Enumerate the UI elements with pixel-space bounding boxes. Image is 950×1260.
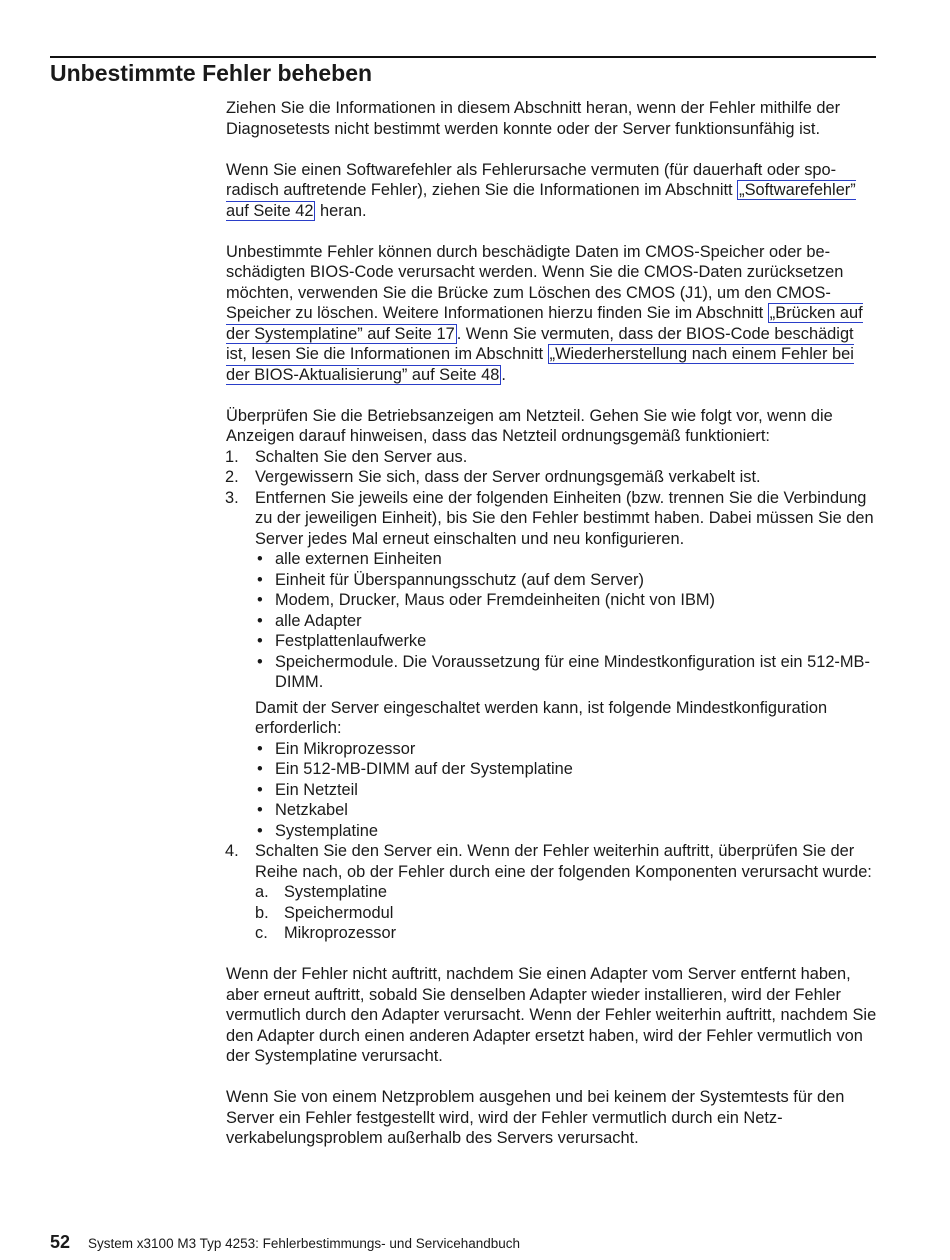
list-item: • Ein Mikroprozessor [255,739,878,760]
footer-title: System x3100 M3 Typ 4253: Fehlerbestimmungs- und Servicehandbuch [88,1236,521,1251]
adapter-paragraph: Wenn der Fehler nicht auftritt, nachdem Sie einen Adapter vom Server entfernt haben, aber erneut auftritt, sobald Sie denselben Adapter wieder installieren, wird der Fehler vermutlich durch den Adapter verursacht. Wenn der Fehler weiterhin auftritt, nachdem Sie den Adapter durch einen anderen Adapter ersetzt haben, wird der Fehler vermutlich von der Systemplatine verursacht. [226,965,877,1065]
page-number: 52 [50,1232,71,1252]
list-item: • Systemplatine [255,821,878,842]
link-software-errors[interactable]: „Softwarefehler” auf Seite 42 [226,181,856,220]
list-item: b. Speichermodul [255,903,394,922]
section-heading: Unbestimmte Fehler beheben [50,60,373,86]
min-config-list [255,739,878,842]
link-bios-recovery[interactable]: „Wiederherstellung nach einem Fehler bei der BIOS-Aktualisierung” auf Seite 48 [226,345,854,384]
step-3: 3. Entfernen Sie jeweils eine der folgenden Einheiten (bzw. trennen Sie die Verbindung zu der jeweiligen Einheit), bis Sie den Fehler bestimmt haben. Dabei müssen Sie den Server jedes Mal erneut einschalten und neu konfigurieren. • alle externen Einheiten • Einheit für Überspannungsschutz (auf dem Server) • Modem, Drucker, Maus oder Fremdeinheiten (nicht von IBM) • alle Adapter • Festplattenlaufwerke • Speichermodule. Die Voraussetzung für eine Mindestkonfiguration ist ein 512-MB-DIMM. Damit der Server eingeschaltet werden kann, ist folgende Mindestkonfiguration erforderlich: • Ein Mikroprozessor • Ein 512-MB-DIMM auf der Systemplatine • Ein Netzteil • Netzkabel • Systemplatine [226,488,878,842]
intro-paragraph: Ziehen Sie die Informationen in diesem Abschnitt heran, wenn der Fehler mithilfe der Diagnosetests nicht bestimmt werden konnte oder der Server funktionsunfähig ist. [226,99,841,138]
list-item: • Ein 512-MB-DIMM auf der Systemplatine [255,759,878,780]
software-paragraph: Wenn Sie einen Softwarefehler als Fehlerursache vermuten (für dauerhaft oder sporadisch auftretende Fehler), ziehen Sie die Informationen im Abschnitt „Softwarefehler” auf Seite 42 heran. [226,160,856,220]
list-item: • Speichermodule. Die Voraussetzung für eine Mindestkonfiguration ist ein 512-MB-DIMM. [255,652,878,693]
list-item: • Netzkabel [255,800,878,821]
devices-list [255,549,878,693]
components-list [255,882,878,944]
list-item: a. Systemplatine [255,883,387,901]
procedure-steps [226,447,878,944]
cmos-paragraph: Unbestimmte Fehler können durch beschädigte Daten im CMOS-Speicher oder beschädigten BIOS-Code verursacht werden. Wenn Sie die CMOS-Daten zurücksetzen möchten, verwenden Sie die Brücke zum Löschen des CMOS (J1), um den CMOS-Speicher zu löschen. Weitere Informationen hierzu finden Sie im Abschnitt „Brücken auf der Systemplatine” auf Seite 17 . Wenn Sie vermuten, dass der BIOS-Code beschädigt ist, lesen Sie die Informationen im Abschnitt „Wiederherstellung nach einem Fehler bei der BIOS-Aktualisierung” auf Seite 48 . [226,242,863,384]
list-item: c. Mikroprozessor [255,924,397,942]
list-item: • alle externen Einheiten [255,549,878,570]
min-config-note: Damit der Server eingeschaltet werden kann, ist folgende Mindestkonfiguration erforderlich: [255,698,828,737]
step-2: 2. Vergewissern Sie sich, dass der Server ordnungsgemäß verkabelt ist. [225,468,761,486]
power-paragraph: Überprüfen Sie die Betriebsanzeigen am Netzteil. Gehen Sie wie folgt vor, wenn die Anzeigen darauf hinweisen, dass das Netzteil ordnungsgemäß funktioniert: [226,406,833,445]
section-body [226,98,878,1169]
page-footer [50,1232,520,1254]
link-jumpers[interactable]: „Brücken auf der Systemplatine” auf Seite 17 [226,304,863,343]
list-item: • Einheit für Überspannungsschutz (auf dem Server) [255,570,878,591]
step-4: 4. Schalten Sie den Server ein. Wenn der Fehler weiterhin auftritt, überprüfen Sie der Reihe nach, ob der Fehler durch eine der folgenden Komponenten verursacht wurde: a. Systemplatine b. Speichermodul c. Mikroprozessor [226,841,878,944]
step-1: 1. Schalten Sie den Server aus. [225,447,468,466]
list-item: • Ein Netzteil [255,780,878,801]
list-item: • Festplattenlaufwerke [255,631,878,652]
list-item: • Modem, Drucker, Maus oder Fremdeinheiten (nicht von IBM) [255,590,878,611]
list-item: • alle Adapter [255,611,878,632]
network-paragraph: Wenn Sie von einem Netzproblem ausgehen und bei keinem der Systemtests für den Server ein Fehler festgestellt wird, wird der Fehler vermutlich durch ein Netzverkabelungsproblem außerhalb des Servers verursacht. [226,1088,845,1147]
